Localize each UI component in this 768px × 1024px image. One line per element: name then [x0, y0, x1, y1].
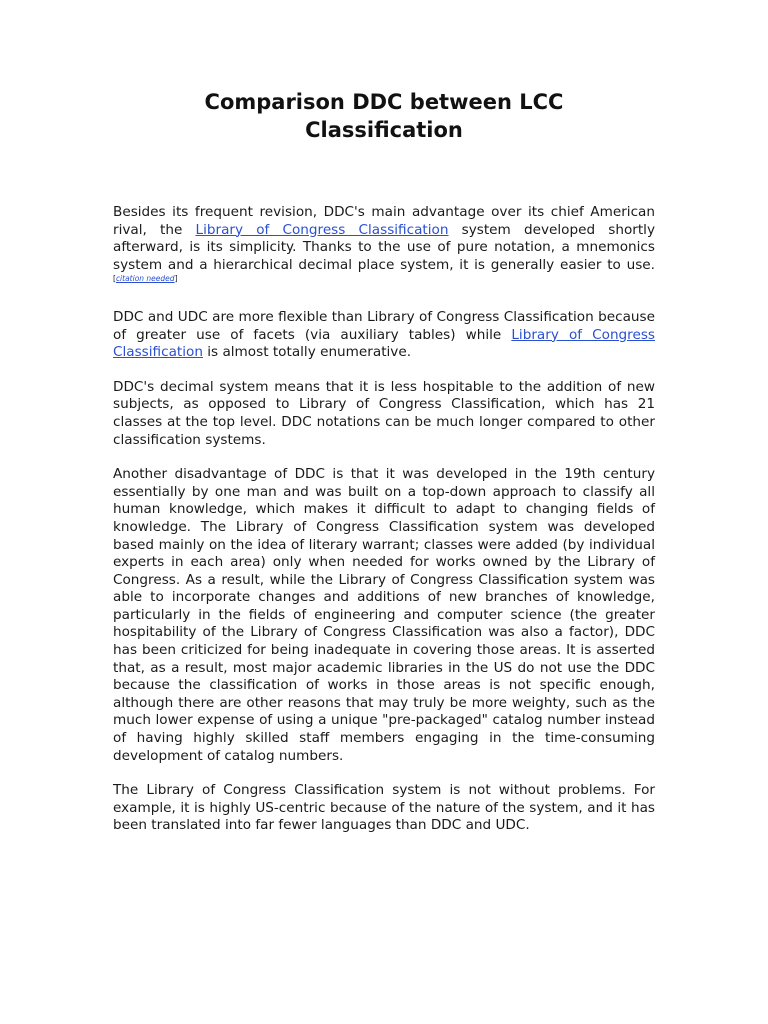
page-title-line-1: Comparison DDC between LCC	[204, 90, 564, 114]
paragraph-4: Another disadvantage of DDC is that it was developed in the 19th century essentially by one man and was built on a top-down approach to classify all human knowledge, which makes it difficult to adapt to changing fields of knowledge. The Library of Congress Classification system was developed based mainly on the idea of literary warrant; classes were added (by individual experts in each area) only when needed for works owned by the Library of Congress. As a result, while the Library of Congress Classification system was able to incorporate changes and additions of new branches of knowledge, particularly in the fields of engineering and computer science (the greater hospitability of the Library of Congress Classification was also a factor), DDC has been criticized for being inadequate in covering those areas. It is asserted that, as a result, most major academic libraries in the US do not use the DDC because the classification of works in those areas is not specific enough, although there are other reasons that may truly be more weighty, such as the much lower expense of using a unique "pre-packaged" catalog number instead of having highly skilled staff members engaging in the time-consuming development of catalog numbers.	[113, 466, 655, 764]
paragraph-5: The Library of Congress Classification system is not without problems. For example, it is highly US-centric because of the nature of the system, and it has been translated into far fewer languages than DDC and UDC.	[113, 782, 655, 834]
citation-needed-link[interactable]: citation needed	[115, 274, 175, 284]
paragraph-2-text-1: DDC and UDC are more flexible than Library of Congress Classification because of greater use of facets (via auxiliary tables) while	[113, 308, 655, 343]
link-library-of-congress-classification-2[interactable]: Library of Congress Classification	[113, 326, 656, 361]
link-library-of-congress-classification[interactable]: Library of Congress Classification	[195, 221, 449, 238]
paragraph-1	[113, 204, 655, 292]
citation-needed-note	[113, 274, 178, 283]
citation-bracket-close: ]	[174, 274, 178, 284]
paragraph-1-text-1: Besides its frequent revision, DDC's main advantage over its chief American rival, the	[113, 204, 655, 238]
paragraph-1-text-2: system developed shortly afterward, is its simplicity. Thanks to the use of pure notation, a mnemonics system and a hierarchical decimal place system, it is generally easier to use.	[113, 221, 655, 273]
page-title-line-2: Classification	[305, 118, 463, 142]
paragraph-2	[113, 309, 655, 362]
paragraph-3: DDC's decimal system means that it is less hospitable to the addition of new subjects, as opposed to Library of Congress Classification, which has 21 classes at the top level. DDC notations can be much longer compared to other classification systems.	[113, 378, 655, 448]
page-title	[113, 88, 655, 144]
citation-bracket-open: [	[113, 274, 116, 284]
article-body	[113, 204, 655, 852]
paragraph-2-text-2: is almost totally enumerative.	[202, 344, 412, 361]
